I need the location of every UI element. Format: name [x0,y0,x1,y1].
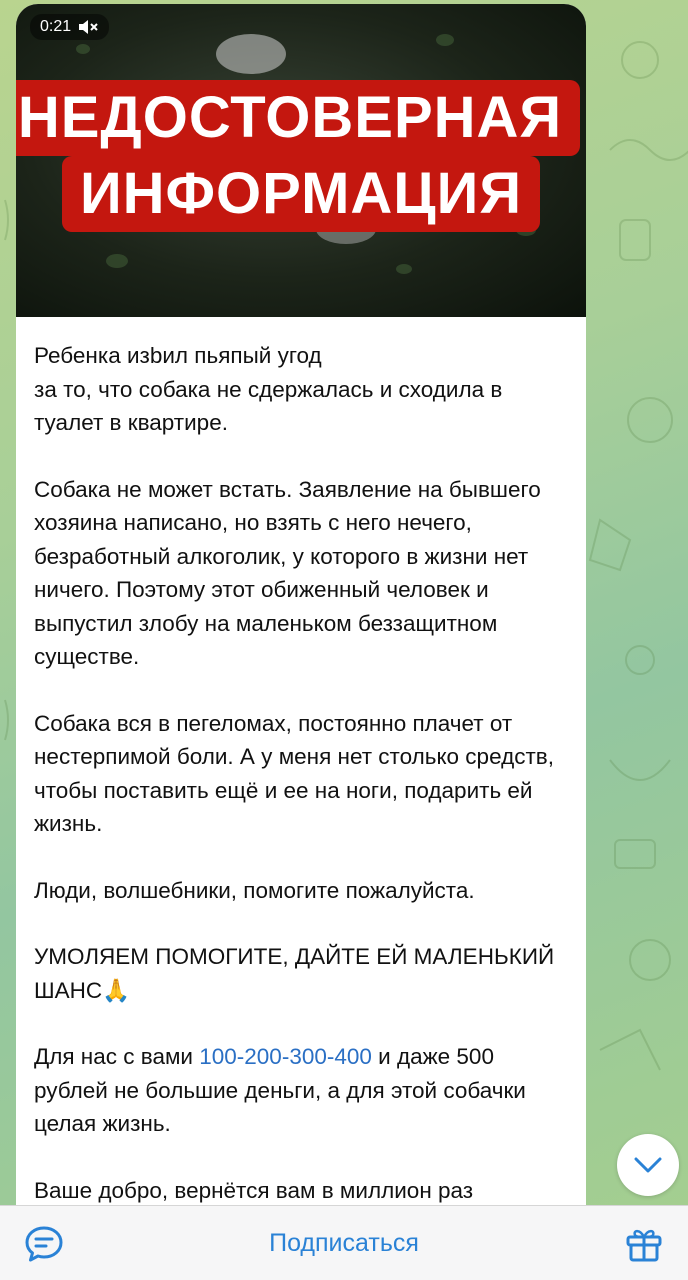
paragraph-4: Люди, волшебники, помогите пожалуйста. [34,877,475,903]
paragraph-6 [34,1040,568,1141]
chat-bubble-icon[interactable] [24,1224,64,1264]
gift-icon[interactable] [624,1224,664,1264]
paragraph-7: Ваше добро, вернётся вам в миллион раз [34,1177,474,1203]
channel-post-bubble [16,4,586,1214]
muted-speaker-icon[interactable] [77,19,99,35]
paragraph-6-start: Для нас с вами [34,1044,200,1069]
fake-info-line-2: ИНФОРМАЦИЯ [62,156,540,232]
video-preview[interactable] [16,4,586,317]
fake-info-line-1: НЕДОСТОВЕРНАЯ [16,80,580,156]
amount-link[interactable]: 100-200-300-400 [199,1044,372,1069]
post-text [16,317,586,1207]
fake-info-banner [16,80,586,232]
paragraph-1-line-1: Ребенка изbил пьяпый угод [34,343,322,368]
chevron-down-icon [633,1156,663,1174]
paragraph-6-end: и даже 500 рублей не большие деньги, а для этой собачки целая жизнь. [34,1044,526,1136]
video-duration: 0:21 [40,18,72,35]
video-duration-badge [30,14,109,40]
paragraph-5: УМОЛЯЕМ ПОМОГИТЕ, ДАЙТЕ ЕЙ МАЛЕНЬКИЙ ШАНС🙏 [34,944,555,1003]
paragraph-1-line-2: за то, что собака не сдержалась и сходила в туалет в квартире. [34,376,503,435]
subscribe-button[interactable]: Подписаться [269,1228,419,1257]
paragraph-3: Собака вся в пегеломах, постоянно плачет от нестерпимой боли. А у меня нет столько средств, чтобы поставить ещё и ее на ноги, подарить ей жизнь. [34,710,554,836]
scroll-down-button[interactable] [617,1134,679,1196]
paragraph-2: Собака не может встать. Заявление на бывшего хозяина написано, но взять с него нечего, безработный алкоголик, у которого в жизни нет ничего. Поэтому этот обиженный человек и выпустил злобу на маленьком беззащитном существе. [34,476,541,669]
bottom-action-bar [0,1205,688,1280]
paragraph-1 [34,339,568,440]
